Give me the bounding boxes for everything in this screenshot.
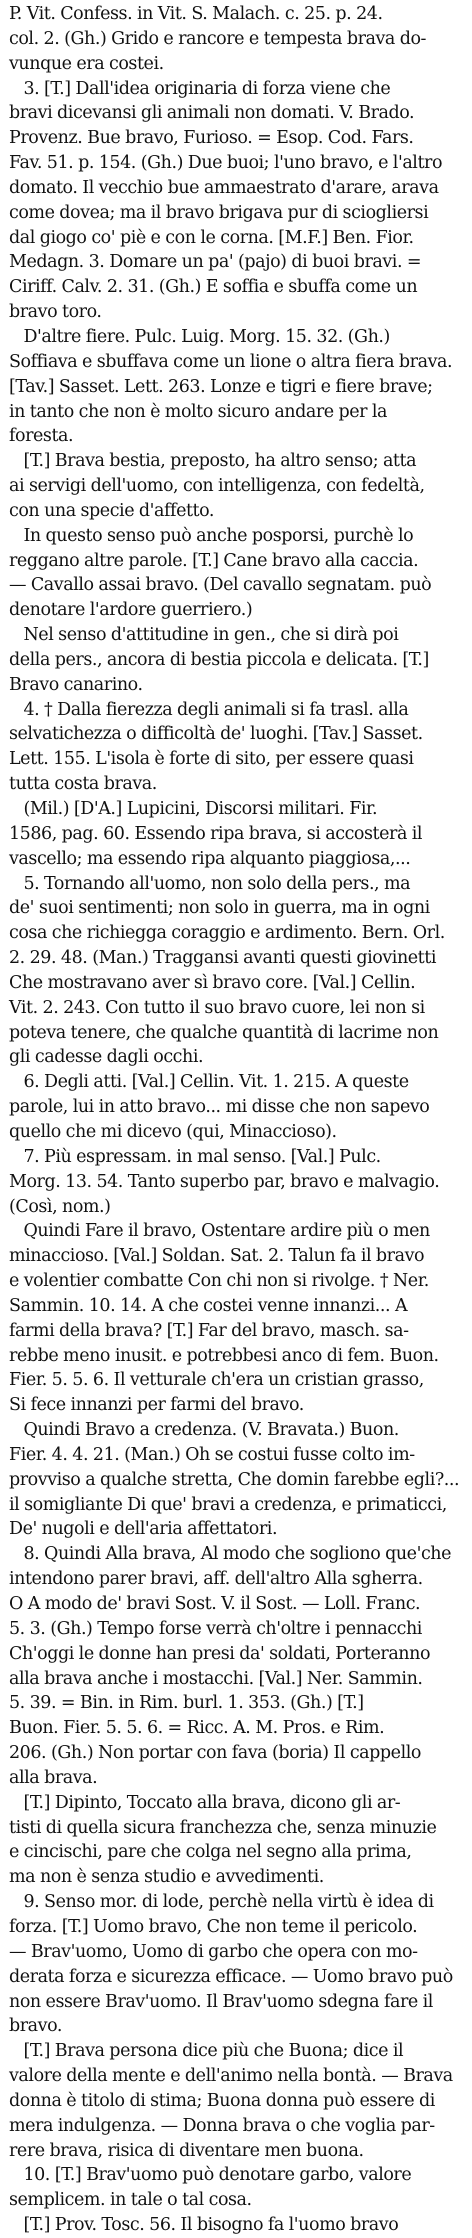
text-line: de' suoi sentimenti; non solo in guerra, ma in ogni xyxy=(9,898,430,919)
text-line: [T.] Dipinto, Toccato alla brava, dicono gli ar- xyxy=(9,1792,401,1813)
text-line: 5. Tornando all'uomo, non solo della pers., ma xyxy=(9,873,411,894)
text-line: Ciriff. Calv. 2. 31. (Gh.) E soffia e sbuffa come un xyxy=(9,277,418,298)
text-line: Si fece innanzi per farmi del bravo. xyxy=(9,1395,304,1416)
text-line: 9. Senso mor. di lode, perchè nella virtù è idea di xyxy=(9,1892,434,1913)
text-line: derata forza e sicurezza efficace. — Uomo bravo può xyxy=(9,1966,453,1987)
text-line: Morg. 13. 54. Tanto superbo par, bravo e malvagio. xyxy=(9,1171,440,1192)
text-line: e volentier combatte Con chi non si rivolge. † Ner. xyxy=(9,1271,429,1292)
text-line: bravi dicevansi gli animali non domati. V. Brado. xyxy=(9,103,415,124)
text-line: [T.] Brava bestia, preposto, ha altro senso; atta xyxy=(9,451,417,472)
text-line: bravo. xyxy=(9,2016,62,2037)
text-line: Buon. Fier. 5. 5. 6. = Ricc. A. M. Pros. e Rim. xyxy=(9,1718,385,1739)
text-line: [T.] Brava persona dice più che Buona; dice il xyxy=(9,2041,404,2062)
text-line: in tanto che non è molto sicuro andare per la xyxy=(9,401,388,422)
text-line: il somigliante Di que' bravi a credenza, e primaticci, xyxy=(9,1494,447,1515)
text-line: Fav. 51. p. 154. (Gh.) Due buoi; l'uno bravo, e l'altro xyxy=(9,153,443,174)
text-line: valore della mente e dell'animo nella bontà. — Brava xyxy=(9,2066,453,2087)
text-line: vunque era costei. xyxy=(9,53,164,74)
text-line: domato. Il vecchio bue ammaestrato d'arare, arava xyxy=(9,177,439,198)
text-line: 1586, pag. 60. Essendo ripa brava, si accosterà il xyxy=(9,823,423,844)
text-line: — Cavallo assai bravo. (Del cavallo segnatam. può xyxy=(9,575,432,596)
text-line: ai servigi dell'uomo, con intelligenza, con fedeltà, xyxy=(9,476,425,497)
text-line: provviso a qualche stretta, Che domin farebbe egli?... xyxy=(9,1469,460,1490)
text-line: rebbe meno inusit. e potrebbesi anco di fem. Buon. xyxy=(9,1345,439,1366)
text-line: tisti di quella sicura franchezza che, senza minuzie xyxy=(9,1817,437,1838)
text-line: Vit. 2. 243. Con tutto il suo bravo cuore, lei non si xyxy=(9,997,425,1018)
text-line: In questo senso può anche posporsi, purchè lo xyxy=(9,525,414,546)
text-line: minaccioso. [Val.] Soldan. Sat. 2. Talun fa il bravo xyxy=(9,1246,425,1267)
text-line: alla brava. xyxy=(9,1767,98,1788)
text-line: dal giogo co' piè e con le corna. [M.F.] Ben. Fior. xyxy=(9,227,414,248)
text-line: vascello; ma essendo ripa alquanto piaggiosa,... xyxy=(9,848,411,869)
text-line: Lett. 155. L'isola è forte di sito, per essere quasi xyxy=(9,749,414,770)
text-line: 10. [T.] Brav'uomo può denotare garbo, valore xyxy=(9,2165,412,2186)
text-line: De' nugoli e dell'aria affettatori. xyxy=(9,1519,278,1540)
text-line: [Tav.] Sasset. Lett. 263. Lonze e tigri e fiere brave; xyxy=(9,376,433,397)
text-line: intendono parer bravi, aff. dell'altro Alla sgherra. xyxy=(9,1569,423,1590)
text-line: semplicem. in tale o tal cosa. xyxy=(9,2190,252,2211)
text-line: gli cadesse dagli occhi. xyxy=(9,1047,204,1068)
text-line: poteva tenere, che qualche quantità di lacrime non xyxy=(9,1022,439,1043)
text-line: farmi della bravа? [T.] Far del bravo, masch. sa- xyxy=(9,1320,409,1341)
text-line: come doveа; ma il bravo brigava pur di sciogliersi xyxy=(9,202,429,223)
text-line: Sammin. 10. 14. A che costei venne innanzi... A xyxy=(9,1295,408,1316)
text-line: non essere Brav'uomo. Il Brav'uomo sdegna fare il xyxy=(9,1991,433,2012)
text-line: Ch'oggi le donne han presi da' soldati, Porteranno xyxy=(9,1643,431,1664)
text-line: denotare l'ardore guerriero.) xyxy=(9,600,253,621)
text-line: Quindi Bravo a credenza. (V. Bravata.) Buon. xyxy=(9,1420,399,1441)
text-line: P. Vit. Confess. in Vit. S. Malach. c. 25. p. 24. xyxy=(9,4,383,24)
text-line: con una specie d'affetto. xyxy=(9,500,215,521)
text-line: rere brava, risica di diventare men buona. xyxy=(9,2140,364,2161)
text-line: Bravo canarino. xyxy=(9,674,143,695)
text-line: Fier. 5. 5. 6. Il vetturale ch'era un cristian grasso, xyxy=(9,1370,424,1391)
text-line: Soffiava e sbuffava come un lione o altra fiera brava. xyxy=(9,351,453,372)
text-line: e cincischi, pare che colga nel segno alla prima, xyxy=(9,1842,412,1863)
text-line: donna è titolo di stima; Buona donna può essere di xyxy=(9,2090,435,2111)
text-line: parole, lui in atto bravo... mi disse che non sapevo xyxy=(9,1097,430,1118)
text-line: 2. 29. 48. (Man.) Traggansi avanti questi giovinetti xyxy=(9,948,436,969)
text-line: ma non è senza studio e avvedimenti. xyxy=(9,1867,324,1888)
text-line: foresta. xyxy=(9,426,74,447)
text-line: della pers., ancora di bestia piccola e delicata. [T.] xyxy=(9,649,429,670)
text-line: forza. [T.] Uomo bravo, Che non teme il pericolo. xyxy=(9,1916,418,1937)
text-line: tutta costa brava. xyxy=(9,774,157,795)
text-line: [T.] Prov. Tosc. 56. Il bisogno fa l'uomo bravo xyxy=(9,2215,399,2236)
text-line: col. 2. (Gh.) Grido e rancore e tempesta brava do- xyxy=(9,28,427,49)
text-line: 4. † Dalla fierezza degli animali si fa trasl. alla xyxy=(9,699,409,720)
text-line: quello che mi dicevo (qui, Minaccioso). xyxy=(9,1121,337,1142)
text-line: Quindi Fare il bravo, Ostentare ardire più o men xyxy=(9,1221,430,1242)
text-line: 5. 3. (Gh.) Tempo forse verrà ch'oltre i pennacchi xyxy=(9,1618,422,1639)
text-line: 206. (Gh.) Non portar con fava (boria) Il cappello xyxy=(9,1743,421,1764)
text-line: (Mil.) [D'A.] Lupicini, Discorsi militari. Fir. xyxy=(9,799,378,819)
text-line: Medagn. 3. Domare un pa' (pajo) di buoi bravi. = xyxy=(9,252,422,273)
text-line: — Brav'uomo, Uomo di garbo che opera con mo- xyxy=(9,1941,418,1962)
text-line: 3. [T.] Dall'idea originaria di forza viene che xyxy=(9,78,391,99)
text-line: selvatichezza o difficoltà de' luoghi. [Tav.] Sasset. xyxy=(9,724,423,745)
text-line: reggano altre parole. [T.] Cane bravo alla caccia. xyxy=(9,550,419,571)
text-line: 6. Degli atti. [Val.] Cellin. Vit. 1. 215. A queste xyxy=(9,1072,409,1093)
text-line: alla brava anche i mostacchi. [Val.] Ner. Sammin. xyxy=(9,1668,423,1689)
text-line: 5. 39. = Bin. in Rim. burl. 1. 353. (Gh.) [T.] xyxy=(9,1693,364,1714)
text-line: O A modo de' bravi Sost. V. il Sost. — Loll. Franc. xyxy=(9,1594,421,1614)
text-line: 7. Più espressam. in mal senso. [Val.] Pulc. xyxy=(9,1146,381,1167)
text-line: D'altre fiere. Pulc. Luig. Morg. 15. 32. (Gh.) xyxy=(9,326,390,347)
text-line: Nel senso d'attitudine in gen., che si dirà poi xyxy=(9,625,399,646)
text-line: cosa che richiegga coraggio e ardimento. Bern. Orl. xyxy=(9,923,445,944)
text-line: Provenz. Bue bravo, Furioso. = Esop. Cod. Fars. xyxy=(9,128,414,149)
text-line: (Così, nom.) xyxy=(9,1196,111,1217)
text-line: Che mostravano aver sì bravo core. [Val.] Cellin. xyxy=(9,972,416,993)
text-line: bravo toro. xyxy=(9,302,102,323)
text-line: Fier. 4. 4. 21. (Man.) Oh se costui fusse colto im- xyxy=(9,1444,415,1465)
text-line: 8. Quindi Alla brava, Al modo che sogliono que'che xyxy=(9,1544,452,1565)
text-line: mera indulgenza. — Donna brava o che voglia par- xyxy=(9,2115,435,2136)
